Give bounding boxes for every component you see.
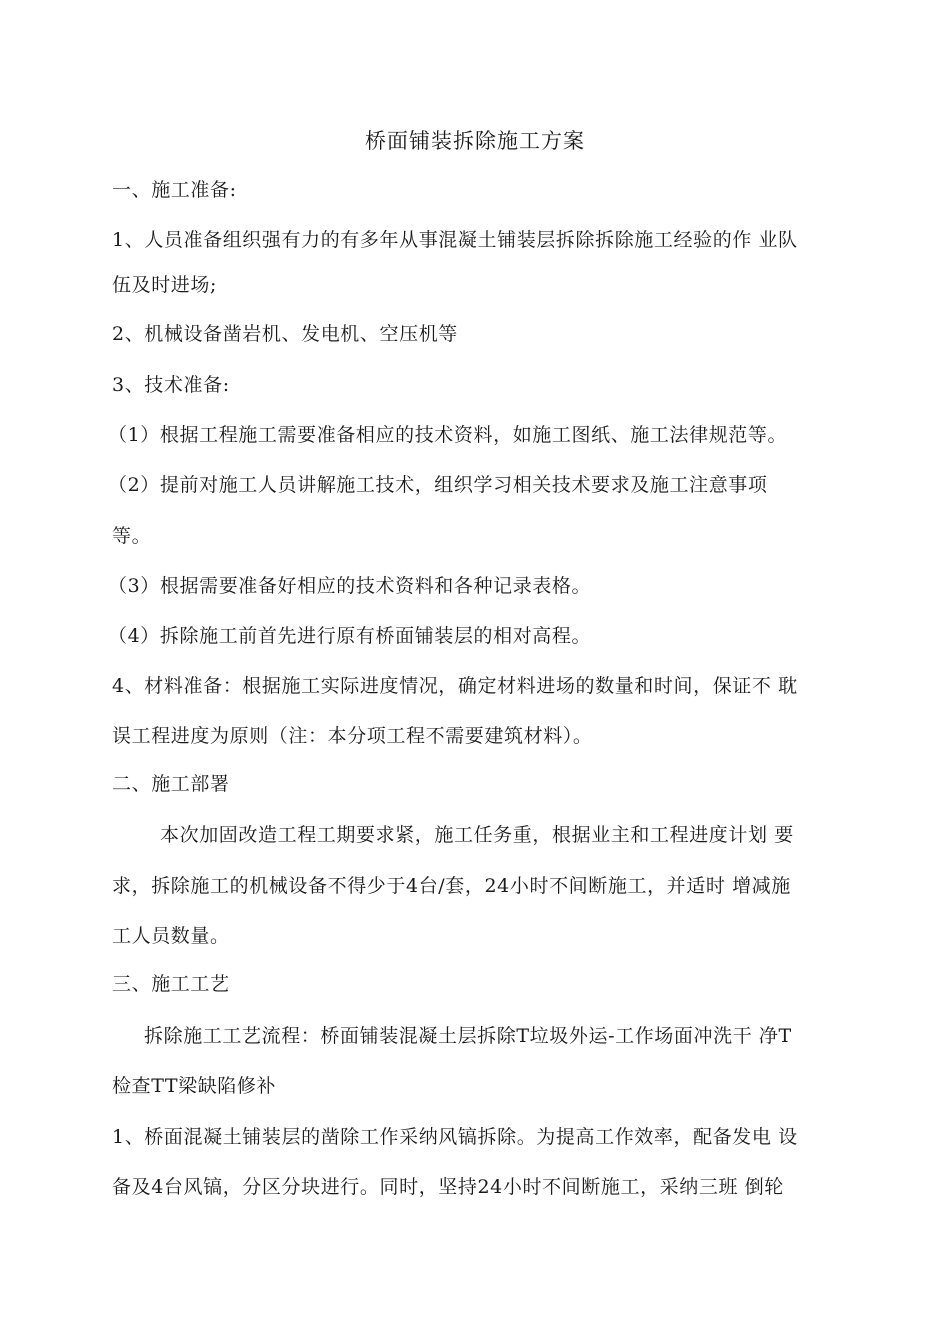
section-heading-process: 三、施工工艺 — [112, 973, 230, 995]
paragraph-line: （4）拆除施工前首先进行原有桥面铺装层的相对高程。 — [108, 625, 592, 647]
section-heading-preparation: 一、施工准备: — [112, 179, 237, 201]
paragraph-line: 2、机械设备凿岩机、发电机、空压机等 — [112, 323, 458, 345]
paragraph-line: 误工程进度为原则（注：本分项工程不需要建筑材料）。 — [112, 725, 593, 747]
paragraph-line: 备及4台风镐，分区分块进行。同时，坚持24小时不间断施工，采纳三班 倒轮 — [112, 1176, 784, 1198]
paragraph-line: 求，拆除施工的机械设备不得少于4台/套，24小时不间断施工，并适时 增减施 — [112, 875, 791, 897]
section-heading-deployment: 二、施工部署 — [112, 773, 230, 795]
paragraph-line: 伍及时进场; — [112, 274, 218, 296]
paragraph-line: 本次加固改造工程工期要求紧，施工任务重，根据业主和工程进度计划 要 — [160, 824, 794, 846]
paragraph-line: （2）提前对施工人员讲解施工技术，组织学习相关技术要求及施工注意事项 — [108, 474, 768, 496]
paragraph-line: 工人员数量。 — [112, 925, 230, 947]
paragraph-line: 检查TT梁缺陷修补 — [112, 1075, 277, 1097]
paragraph-line: 1、人员准备组织强有力的有多年从事混凝土铺装层拆除拆除施工经验的作 业队 — [112, 229, 798, 251]
document-title: 桥面铺装拆除施工方案 — [365, 129, 585, 153]
paragraph-line: （3）根据需要准备好相应的技术资料和各种记录表格。 — [108, 575, 592, 597]
paragraph-line: 等。 — [112, 525, 152, 547]
paragraph-line: 3、技术准备: — [112, 374, 230, 396]
paragraph-line: 1、桥面混凝土铺装层的凿除工作采纳风镐拆除。为提高工作效率，配备发电 设 — [112, 1126, 798, 1148]
paragraph-line: （1）根据工程施工需要准备相应的技术资料，如施工图纸、施工法律规范等。 — [108, 424, 788, 446]
paragraph-line: 拆除施工工艺流程：桥面铺装混凝土层拆除T垃圾外运-工作场面冲洗干 净T — [144, 1025, 792, 1047]
paragraph-line: 4、材料准备：根据施工实际进度情况，确定材料进场的数量和时间，保证不 耽 — [112, 675, 798, 697]
